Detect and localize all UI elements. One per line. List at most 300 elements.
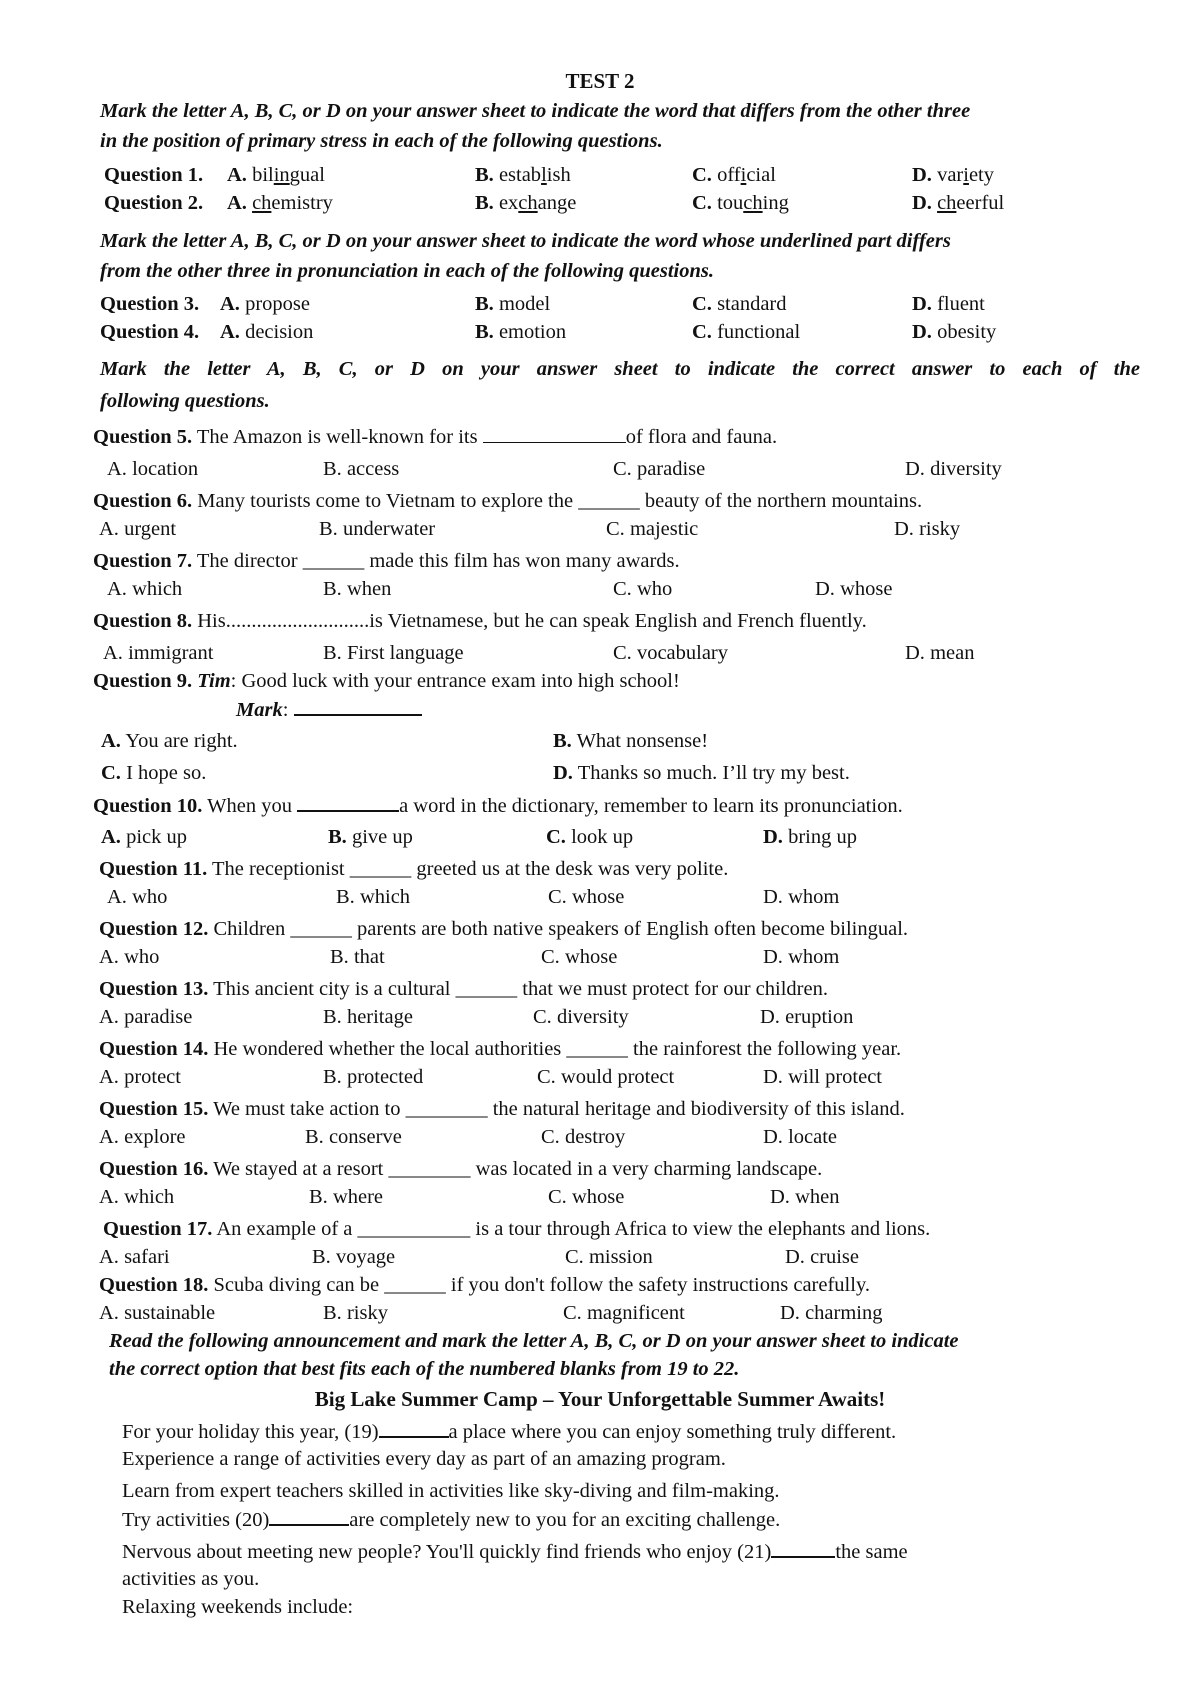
- passage-line-5: [122, 1538, 908, 1565]
- question-label: Question 6.: [93, 490, 193, 512]
- question-4-option-c[interactable]: [692, 319, 800, 345]
- option-text: who: [132, 886, 168, 908]
- instruction-pronunciation-line1: Mark the letter A, B, C, or D on your answer sheet to indicate the word whose underlined part differs: [100, 230, 951, 252]
- question-16-option-c[interactable]: [548, 1184, 624, 1210]
- option-letter: C.: [613, 578, 632, 600]
- option-letter: B.: [323, 578, 342, 600]
- question-17-option-b[interactable]: [312, 1244, 395, 1270]
- option-text: whom: [788, 946, 840, 968]
- option-letter: D.: [894, 518, 914, 540]
- question-16-option-b[interactable]: [309, 1184, 383, 1210]
- question-6: [93, 488, 922, 514]
- question-18-option-a[interactable]: [99, 1300, 215, 1326]
- question-13-option-c[interactable]: [533, 1004, 629, 1030]
- option-word-underlined: l: [541, 164, 547, 186]
- option-letter: D.: [905, 458, 925, 480]
- question-7-option-d[interactable]: [815, 576, 892, 602]
- instruction-pronunciation-line2: from the other three in pronunciation in each of the following questions.: [100, 260, 714, 282]
- option-letter: C.: [101, 762, 121, 784]
- question-2-option-c[interactable]: [692, 190, 789, 216]
- option-text: when: [346, 578, 392, 600]
- option-text: underwater: [342, 518, 436, 540]
- question-10-option-a[interactable]: [101, 824, 187, 850]
- instruction-reading-line2: the correct option that best fits each of the numbered blanks from 19 to 22.: [109, 1358, 740, 1380]
- option-word-part: ety: [968, 164, 994, 186]
- question-14-option-b[interactable]: [323, 1064, 423, 1090]
- question-12-option-b[interactable]: [330, 944, 385, 970]
- question-label: Question 17.: [103, 1218, 213, 1240]
- option-letter: D.: [912, 192, 938, 214]
- option-letter: C.: [541, 1126, 560, 1148]
- instruction-stress-line2: in the position of primary stress in each of the following questions.: [100, 130, 663, 152]
- question-10-option-b[interactable]: [328, 824, 413, 850]
- option-letter: B.: [330, 946, 349, 968]
- option-letter: A.: [227, 164, 253, 186]
- question-13-option-d[interactable]: [760, 1004, 853, 1030]
- option-text: which: [132, 578, 183, 600]
- question-12-option-c[interactable]: [541, 944, 617, 970]
- option-text: give up: [351, 826, 413, 848]
- option-letter: A.: [107, 578, 127, 600]
- option-text: Thanks so much. I’ll try my best.: [577, 762, 850, 784]
- option-letter: C.: [541, 946, 560, 968]
- question-15-option-a[interactable]: [99, 1124, 186, 1150]
- question-13: [99, 976, 828, 1002]
- option-text: protected: [346, 1066, 424, 1088]
- option-letter: A.: [99, 518, 119, 540]
- question-3-option-d[interactable]: [912, 291, 985, 317]
- question-18-option-d[interactable]: [780, 1300, 882, 1326]
- option-letter: D.: [785, 1246, 805, 1268]
- question-3-option-a[interactable]: [220, 291, 310, 317]
- passage-line-3: Learn from expert teachers skilled in activities like sky-diving and film-making.: [122, 1480, 780, 1502]
- option-letter: A.: [99, 946, 119, 968]
- passage-text: For your holiday this year, (19): [122, 1421, 379, 1443]
- question-text: We stayed at a resort ________ was located in a very charming landscape.: [213, 1158, 823, 1180]
- question-16-option-d[interactable]: [770, 1184, 839, 1210]
- passage-line-6: activities as you.: [122, 1568, 260, 1590]
- option-text: destroy: [564, 1126, 626, 1148]
- option-text: access: [346, 458, 400, 480]
- option-letter: A.: [220, 293, 240, 315]
- passage-line-7: Relaxing weekends include:: [122, 1596, 354, 1618]
- option-text: who: [124, 946, 160, 968]
- option-letter: B.: [553, 730, 572, 752]
- passage-line-1: [122, 1418, 896, 1445]
- option-letter: D.: [912, 164, 938, 186]
- option-letter: C.: [613, 642, 632, 664]
- question-2-label: Question 2.: [104, 192, 204, 214]
- question-11: [99, 856, 728, 882]
- option-text: charming: [805, 1302, 883, 1324]
- answer-blank[interactable]: [294, 696, 422, 716]
- option-letter: C.: [692, 293, 712, 315]
- question-label: Question 8.: [93, 610, 193, 632]
- question-2-option-b[interactable]: [475, 190, 576, 216]
- question-9-option-d[interactable]: [553, 760, 850, 786]
- option-letter: B.: [475, 321, 494, 343]
- option-word-part: ish: [546, 164, 571, 186]
- option-letter: C.: [537, 1066, 556, 1088]
- option-letter: D.: [905, 642, 925, 664]
- question-label: Question 12.: [99, 918, 209, 940]
- question-text: : Good luck with your entrance exam into high school!: [230, 670, 680, 692]
- option-word-underlined: ch: [743, 192, 763, 214]
- question-3-option-c[interactable]: [692, 291, 787, 317]
- question-5: [93, 424, 777, 450]
- question-12: [99, 916, 908, 942]
- announcement-heading: Big Lake Summer Camp – Your Unforgettable Summer Awaits!: [314, 1387, 886, 1411]
- option-letter: C.: [692, 192, 718, 214]
- question-label: Question 7.: [93, 550, 193, 572]
- question-label: Question 15.: [99, 1098, 209, 1120]
- option-letter: D.: [763, 886, 783, 908]
- question-10-option-c[interactable]: [546, 824, 633, 850]
- option-text: protect: [124, 1066, 181, 1088]
- question-6-option-d[interactable]: [894, 516, 960, 542]
- question-5-option-c[interactable]: [613, 456, 705, 482]
- option-text: What nonsense!: [576, 730, 709, 752]
- option-text: when: [795, 1186, 840, 1208]
- option-letter: C.: [548, 1186, 567, 1208]
- option-word-part: ex: [498, 192, 519, 214]
- question-15: [99, 1096, 905, 1122]
- question-11-option-b[interactable]: [336, 884, 410, 910]
- option-text: diversity: [930, 458, 1002, 480]
- option-text: diversity: [556, 1006, 629, 1028]
- option-text: urgent: [124, 518, 177, 540]
- question-1-option-a[interactable]: [227, 162, 325, 188]
- option-letter: B.: [323, 1006, 342, 1028]
- option-letter: B.: [319, 518, 338, 540]
- question-7-option-a[interactable]: [107, 576, 182, 602]
- passage-text: the same: [835, 1541, 908, 1563]
- question-text: His............................is Vietnamese, but he can speak English and French fluently.: [197, 610, 867, 632]
- question-6-option-c[interactable]: [606, 516, 698, 542]
- question-text: :: [282, 699, 289, 721]
- question-16: [99, 1156, 822, 1182]
- question-text: The Amazon is well-known for its: [196, 426, 483, 448]
- question-8-option-d[interactable]: [905, 640, 974, 666]
- question-9: [93, 668, 680, 694]
- instruction-grammar-line2: following questions.: [100, 390, 270, 412]
- question-17-option-c[interactable]: [565, 1244, 653, 1270]
- option-letter: D.: [912, 321, 932, 343]
- question-text: a word in the dictionary, remember to learn its pronunciation.: [399, 795, 903, 817]
- option-word-part: off: [717, 164, 741, 186]
- option-letter: B.: [312, 1246, 331, 1268]
- question-15-option-d[interactable]: [763, 1124, 837, 1150]
- option-text: I hope so.: [126, 762, 207, 784]
- question-3-label: Question 3.: [100, 293, 200, 315]
- option-text: look up: [571, 826, 634, 848]
- option-word-underlined: i: [740, 164, 747, 186]
- option-text: locate: [788, 1126, 838, 1148]
- option-text: functional: [717, 321, 801, 343]
- question-1-option-b[interactable]: [475, 162, 571, 188]
- option-text: propose: [245, 293, 310, 315]
- question-text: of flora and fauna.: [625, 426, 778, 448]
- option-text: whose: [571, 1186, 625, 1208]
- option-text: model: [498, 293, 551, 315]
- option-text: vocabulary: [636, 642, 729, 664]
- question-text: Scuba diving can be ______ if you don't follow the safety instructions carefully.: [213, 1274, 870, 1296]
- option-text: immigrant: [128, 642, 214, 664]
- option-letter: A.: [107, 886, 127, 908]
- question-label: Question 10.: [93, 795, 203, 817]
- page-title: TEST 2: [565, 69, 635, 93]
- option-letter: B.: [336, 886, 355, 908]
- question-7: [93, 548, 680, 574]
- speaker-tim: Tim: [197, 670, 231, 692]
- option-text: cruise: [810, 1246, 860, 1268]
- question-text: An example of a ___________ is a tour through Africa to view the elephants and lions.: [216, 1218, 931, 1240]
- option-letter: D.: [763, 826, 783, 848]
- question-7-option-b[interactable]: [323, 576, 391, 602]
- question-9-option-c[interactable]: [101, 760, 206, 786]
- option-word-part: bil: [252, 164, 274, 186]
- option-letter: C.: [613, 458, 632, 480]
- option-letter: A.: [107, 458, 127, 480]
- option-letter: C.: [692, 321, 712, 343]
- option-text: bring up: [788, 826, 857, 848]
- option-letter: A.: [99, 1246, 119, 1268]
- option-letter: C.: [548, 886, 567, 908]
- option-word-underlined: i: [963, 164, 969, 186]
- question-12-option-d[interactable]: [763, 944, 839, 970]
- question-label: Question 11.: [99, 858, 208, 880]
- option-letter: A.: [101, 730, 121, 752]
- question-4-option-b[interactable]: [475, 319, 566, 345]
- option-text: pick up: [126, 826, 187, 848]
- question-text: The director ______ made this film has won many awards.: [196, 550, 680, 572]
- passage-text: are completely new to you for an exciting challenge.: [349, 1509, 781, 1531]
- option-letter: D.: [763, 1066, 783, 1088]
- option-word-part: cial: [746, 164, 776, 186]
- speaker-mark: Mark: [236, 699, 283, 721]
- answer-blank[interactable]: [297, 792, 399, 812]
- option-letter: B.: [475, 293, 494, 315]
- question-5-option-b[interactable]: [323, 456, 399, 482]
- question-18-option-b[interactable]: [323, 1300, 388, 1326]
- blank-20[interactable]: [269, 1506, 349, 1526]
- question-4-option-d[interactable]: [912, 319, 996, 345]
- question-6-option-a[interactable]: [99, 516, 176, 542]
- option-text: conserve: [328, 1126, 402, 1148]
- option-letter: B.: [305, 1126, 324, 1148]
- blank-21[interactable]: [771, 1538, 835, 1558]
- question-16-option-a[interactable]: [99, 1184, 174, 1210]
- option-letter: A.: [99, 1186, 119, 1208]
- option-letter: C.: [565, 1246, 584, 1268]
- option-text: who: [636, 578, 673, 600]
- option-text: fluent: [937, 293, 985, 315]
- passage-text: Nervous about meeting new people? You'll quickly find friends who enjoy (21): [122, 1541, 772, 1563]
- option-letter: A.: [101, 826, 121, 848]
- option-text: risky: [919, 518, 961, 540]
- question-label: Question 18.: [99, 1274, 209, 1296]
- option-letter: B.: [475, 192, 499, 214]
- option-word-part: emistry: [271, 192, 333, 214]
- option-word-part: estab: [498, 164, 542, 186]
- question-8-option-a[interactable]: [103, 640, 213, 666]
- option-word-part: var: [937, 164, 964, 186]
- question-text: He wondered whether the local authorities ______ the rainforest the following year.: [213, 1038, 902, 1060]
- option-letter: D.: [763, 946, 783, 968]
- question-1-option-d[interactable]: [912, 162, 994, 188]
- option-word-underlined: ch: [518, 192, 538, 214]
- option-word-underlined: ch: [937, 192, 957, 214]
- option-letter: D.: [770, 1186, 790, 1208]
- answer-blank[interactable]: [483, 424, 626, 443]
- question-7-option-c[interactable]: [613, 576, 672, 602]
- option-letter: A.: [227, 192, 253, 214]
- option-word-part: eerful: [956, 192, 1005, 214]
- option-letter: A.: [220, 321, 240, 343]
- option-text: whose: [840, 578, 893, 600]
- question-text: This ancient city is a cultural ______ that we must protect for our children.: [213, 978, 828, 1000]
- option-text: will protect: [788, 1066, 882, 1088]
- option-text: magnificent: [586, 1302, 685, 1324]
- option-word-underlined: in: [273, 164, 290, 186]
- option-text: emotion: [498, 321, 567, 343]
- option-text: You are right.: [125, 730, 238, 752]
- instruction-stress-line1: Mark the letter A, B, C, or D on your answer sheet to indicate the word that differs from the other three: [100, 100, 971, 122]
- option-word-part: gual: [289, 164, 325, 186]
- option-letter: D.: [763, 1126, 783, 1148]
- question-9-option-b[interactable]: [553, 728, 708, 754]
- question-text: When you: [207, 795, 298, 817]
- option-letter: B.: [475, 164, 499, 186]
- question-label: Question 14.: [99, 1038, 209, 1060]
- option-text: whose: [564, 946, 618, 968]
- option-letter: D.: [780, 1302, 800, 1324]
- option-text: paradise: [124, 1006, 193, 1028]
- question-8-option-b[interactable]: [323, 640, 464, 666]
- question-13-option-a[interactable]: [99, 1004, 192, 1030]
- option-letter: C.: [533, 1006, 552, 1028]
- question-label: Question 5.: [93, 426, 193, 448]
- question-text: The receptionist ______ greeted us at the desk was very polite.: [211, 858, 729, 880]
- question-9-reply: [236, 696, 422, 723]
- question-label: Question 9.: [93, 670, 193, 692]
- question-2-option-d[interactable]: [912, 190, 1004, 216]
- question-13-option-b[interactable]: [323, 1004, 413, 1030]
- option-letter: B.: [309, 1186, 328, 1208]
- passage-line-4: [122, 1506, 780, 1533]
- option-text: which: [359, 886, 411, 908]
- question-text: Many tourists come to Vietnam to explore the ______ beauty of the northern mountains.: [197, 490, 923, 512]
- question-18: [99, 1272, 870, 1298]
- option-text: whom: [788, 886, 840, 908]
- option-word-part: tou: [717, 192, 744, 214]
- instruction-reading-line1: Read the following announcement and mark the letter A, B, C, or D on your answer sheet to indicate: [109, 1330, 959, 1352]
- question-5-option-a[interactable]: [107, 456, 198, 482]
- option-text: would protect: [560, 1066, 675, 1088]
- option-text: location: [132, 458, 199, 480]
- option-text: decision: [245, 321, 314, 343]
- question-6-option-b[interactable]: [319, 516, 435, 542]
- option-text: safari: [124, 1246, 170, 1268]
- option-letter: C.: [563, 1302, 582, 1324]
- passage-text: Try activities (20): [122, 1509, 270, 1531]
- question-text: We must take action to ________ the natural heritage and biodiversity of this island.: [213, 1098, 905, 1120]
- question-5-option-d[interactable]: [905, 456, 1002, 482]
- option-text: voyage: [335, 1246, 396, 1268]
- option-text: risky: [346, 1302, 388, 1324]
- option-text: which: [124, 1186, 175, 1208]
- option-letter: D.: [553, 762, 573, 784]
- question-2-option-a[interactable]: [227, 190, 333, 216]
- question-1-option-c[interactable]: [692, 162, 776, 188]
- option-text: majestic: [629, 518, 699, 540]
- blank-19[interactable]: [379, 1418, 449, 1438]
- option-text: mean: [930, 642, 975, 664]
- option-word-underlined: ch: [252, 192, 272, 214]
- option-text: mission: [588, 1246, 653, 1268]
- question-11-option-d[interactable]: [763, 884, 839, 910]
- option-text: standard: [717, 293, 787, 315]
- question-8: [93, 608, 867, 634]
- question-18-option-c[interactable]: [563, 1300, 685, 1326]
- question-14-option-c[interactable]: [537, 1064, 674, 1090]
- question-label: Question 13.: [99, 978, 209, 1000]
- option-text: that: [353, 946, 385, 968]
- option-letter: C.: [546, 826, 566, 848]
- option-text: eruption: [785, 1006, 854, 1028]
- option-text: First language: [346, 642, 464, 664]
- option-word-part: ange: [537, 192, 577, 214]
- option-letter: B.: [323, 1066, 342, 1088]
- question-17-option-d[interactable]: [785, 1244, 859, 1270]
- option-letter: D.: [815, 578, 835, 600]
- question-10-option-d[interactable]: [763, 824, 857, 850]
- option-letter: B.: [323, 1302, 342, 1324]
- question-11-option-c[interactable]: [548, 884, 624, 910]
- question-label: Question 16.: [99, 1158, 209, 1180]
- question-15-option-c[interactable]: [541, 1124, 625, 1150]
- question-9-option-a[interactable]: [101, 728, 238, 754]
- option-letter: D.: [760, 1006, 780, 1028]
- option-text: paradise: [636, 458, 706, 480]
- question-4-label: Question 4.: [100, 321, 200, 343]
- option-letter: A.: [99, 1126, 119, 1148]
- passage-text: a place where you can enjoy something truly different.: [448, 1421, 897, 1443]
- option-word-part: ing: [762, 192, 789, 214]
- option-letter: C.: [692, 164, 718, 186]
- question-8-option-c[interactable]: [613, 640, 728, 666]
- question-17-option-a[interactable]: [99, 1244, 170, 1270]
- option-letter: C.: [606, 518, 625, 540]
- question-14-option-d[interactable]: [763, 1064, 882, 1090]
- option-letter: B.: [323, 458, 342, 480]
- question-14-option-a[interactable]: [99, 1064, 181, 1090]
- question-15-option-b[interactable]: [305, 1124, 402, 1150]
- option-letter: A.: [99, 1006, 119, 1028]
- option-text: obesity: [937, 321, 997, 343]
- option-text: where: [332, 1186, 384, 1208]
- option-text: whose: [571, 886, 625, 908]
- option-text: heritage: [346, 1006, 413, 1028]
- question-14: [99, 1036, 901, 1062]
- question-3-option-b[interactable]: [475, 291, 550, 317]
- question-17: [103, 1216, 930, 1242]
- question-11-option-a[interactable]: [107, 884, 167, 910]
- passage-line-2: Experience a range of activities every day as part of an amazing program.: [122, 1448, 726, 1470]
- question-12-option-a[interactable]: [99, 944, 159, 970]
- question-4-option-a[interactable]: [220, 319, 313, 345]
- option-letter: D.: [912, 293, 932, 315]
